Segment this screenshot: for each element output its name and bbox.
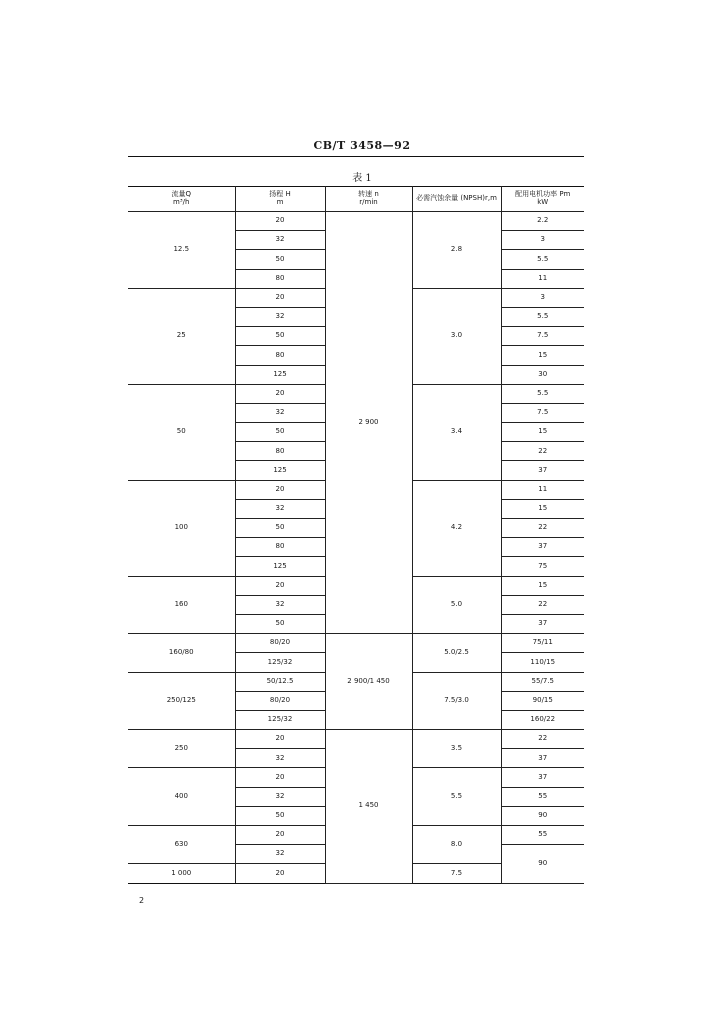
header-power-name: 配用电机功率 Pm [515, 190, 571, 199]
document-header: CB/T 3458—92 [313, 139, 411, 152]
cell-power: 5.5 [501, 307, 584, 326]
cell-power: 7.5 [501, 403, 584, 422]
table-header-row [128, 187, 584, 212]
cell-power: 5.5 [501, 384, 584, 403]
cell-npsh: 8.0 [412, 826, 501, 864]
cell-head: 20 [235, 384, 325, 403]
cell-power: 75/11 [501, 634, 584, 653]
cell-head: 125/32 [235, 653, 325, 672]
cell-power: 2.2 [501, 212, 584, 231]
cell-power: 37 [501, 614, 584, 633]
page-number: 2 [139, 896, 145, 905]
cell-power: 15 [501, 499, 584, 518]
cell-flow: 160 [128, 576, 235, 634]
cell-npsh: 2.8 [412, 212, 501, 289]
cell-head: 20 [235, 576, 325, 595]
cell-head: 20 [235, 730, 325, 749]
cell-power: 55 [501, 787, 584, 806]
cell-head: 32 [235, 845, 325, 864]
cell-power: 22 [501, 442, 584, 461]
table-row [128, 730, 584, 749]
cell-power: 15 [501, 576, 584, 595]
cell-power: 3 [501, 231, 584, 250]
cell-head: 80 [235, 442, 325, 461]
cell-head: 32 [235, 749, 325, 768]
cell-flow: 1 000 [128, 864, 235, 883]
cell-power: 22 [501, 519, 584, 538]
header-npsh-name: 必需汽蚀余量 (NPSH)r,m [416, 194, 497, 203]
cell-head: 20 [235, 288, 325, 307]
cell-head: 80 [235, 346, 325, 365]
cell-power: 30 [501, 365, 584, 384]
cell-head: 125 [235, 365, 325, 384]
cell-flow: 50 [128, 384, 235, 480]
cell-head: 80/20 [235, 634, 325, 653]
cell-power: 37 [501, 461, 584, 480]
cell-head: 32 [235, 787, 325, 806]
cell-head: 20 [235, 826, 325, 845]
cell-head: 20 [235, 864, 325, 883]
cell-head: 20 [235, 480, 325, 499]
cell-npsh: 3.4 [412, 384, 501, 480]
pump-spec-table [128, 186, 584, 884]
header-power-unit: kW [537, 198, 549, 206]
cell-head: 50/12.5 [235, 672, 325, 691]
cell-power: 55/7.5 [501, 672, 584, 691]
cell-speed: 2 900 [325, 212, 412, 634]
cell-npsh: 3.5 [412, 730, 501, 768]
cell-power: 22 [501, 595, 584, 614]
cell-npsh: 7.5/3.0 [412, 672, 501, 730]
table-caption: 表 1 [352, 173, 372, 184]
cell-power: 3 [501, 288, 584, 307]
cell-flow: 400 [128, 768, 235, 826]
cell-power: 37 [501, 538, 584, 557]
cell-head: 50 [235, 250, 325, 269]
cell-flow: 160/80 [128, 634, 235, 672]
cell-power: 5.5 [501, 250, 584, 269]
table-row [128, 634, 584, 653]
cell-head: 50 [235, 614, 325, 633]
cell-head: 125 [235, 557, 325, 576]
header-rule [128, 156, 584, 157]
cell-flow: 100 [128, 480, 235, 576]
cell-head: 80 [235, 269, 325, 288]
header-npsh [412, 187, 501, 212]
cell-npsh: 7.5 [412, 864, 501, 883]
header-head-unit: m [276, 198, 284, 206]
cell-power: 110/15 [501, 653, 584, 672]
cell-flow: 250/125 [128, 672, 235, 730]
cell-head: 50 [235, 806, 325, 825]
cell-head: 32 [235, 595, 325, 614]
cell-speed: 2 900/1 450 [325, 634, 412, 730]
table-body [128, 212, 584, 884]
header-flow-unit: m³/h [173, 198, 190, 206]
cell-speed: 1 450 [325, 730, 412, 884]
cell-flow: 12.5 [128, 212, 235, 289]
cell-power: 90 [501, 845, 584, 883]
cell-flow: 25 [128, 288, 235, 384]
cell-power: 37 [501, 749, 584, 768]
cell-head: 80 [235, 538, 325, 557]
cell-power: 7.5 [501, 327, 584, 346]
cell-head: 32 [235, 307, 325, 326]
cell-head: 20 [235, 768, 325, 787]
header-head [235, 187, 325, 212]
cell-power: 90/15 [501, 691, 584, 710]
cell-power: 15 [501, 346, 584, 365]
cell-power: 75 [501, 557, 584, 576]
cell-npsh: 5.0 [412, 576, 501, 634]
cell-npsh: 5.5 [412, 768, 501, 826]
header-head-name: 扬程 H [269, 190, 291, 199]
cell-head: 125/32 [235, 710, 325, 729]
cell-head: 50 [235, 519, 325, 538]
cell-head: 32 [235, 403, 325, 422]
cell-npsh: 5.0/2.5 [412, 634, 501, 672]
table-row [128, 212, 584, 231]
cell-head: 20 [235, 212, 325, 231]
header-speed-unit: r/min [359, 198, 378, 206]
cell-power: 11 [501, 269, 584, 288]
header-flow-name: 流量Q [171, 190, 191, 199]
cell-head: 32 [235, 231, 325, 250]
cell-head: 50 [235, 423, 325, 442]
cell-head: 80/20 [235, 691, 325, 710]
cell-head: 32 [235, 499, 325, 518]
header-speed [325, 187, 412, 212]
header-speed-name: 转速 n [358, 190, 379, 199]
cell-power: 22 [501, 730, 584, 749]
cell-power: 55 [501, 826, 584, 845]
cell-power: 37 [501, 768, 584, 787]
cell-flow: 630 [128, 826, 235, 864]
header-flow [128, 187, 235, 212]
cell-npsh: 4.2 [412, 480, 501, 576]
cell-power: 15 [501, 423, 584, 442]
cell-head: 50 [235, 327, 325, 346]
cell-flow: 250 [128, 730, 235, 768]
cell-head: 125 [235, 461, 325, 480]
cell-npsh: 3.0 [412, 288, 501, 384]
cell-power: 160/22 [501, 710, 584, 729]
header-power [501, 187, 584, 212]
cell-power: 90 [501, 806, 584, 825]
cell-power: 11 [501, 480, 584, 499]
